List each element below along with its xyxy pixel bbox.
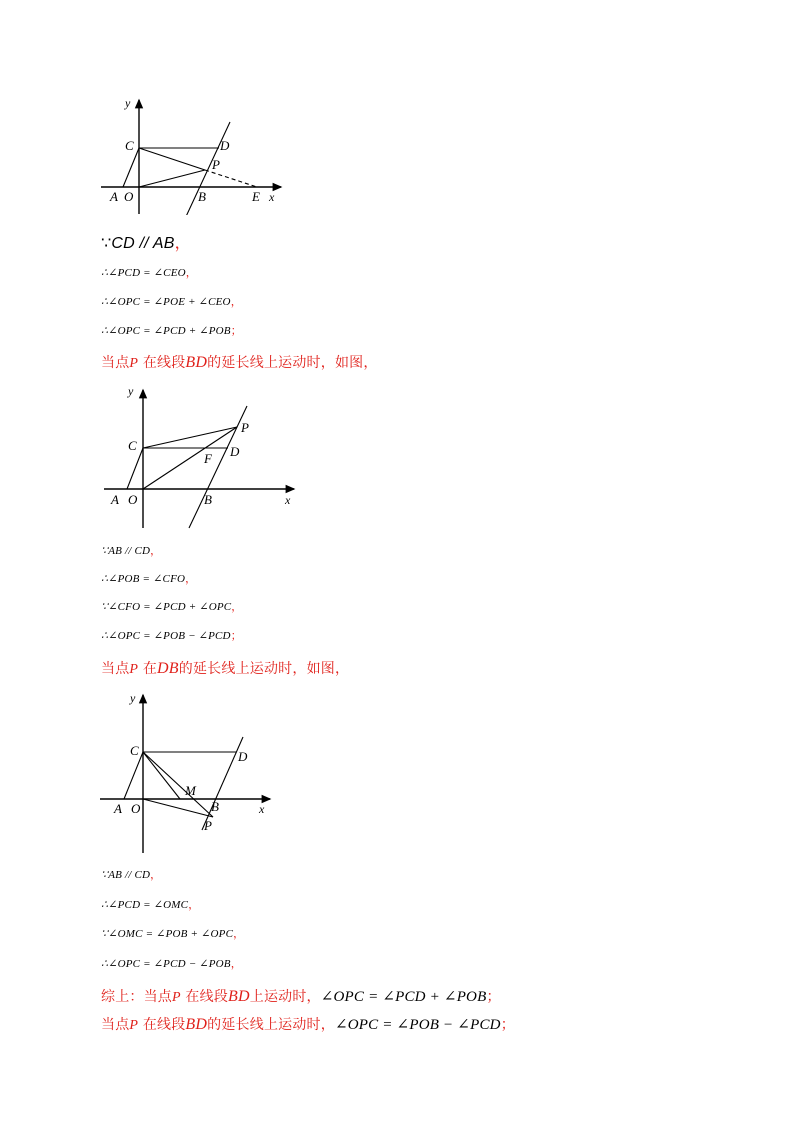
- label-o: O: [128, 492, 138, 507]
- label-y: y: [125, 96, 131, 110]
- label-x: x: [269, 190, 275, 204]
- segment-pe-dashed: [205, 170, 257, 187]
- part2-line2: ∴∠POB = ∠CFO，: [101, 573, 197, 585]
- label-c: C: [130, 743, 139, 758]
- label-d: D: [238, 749, 248, 764]
- segment-cp: [143, 427, 237, 448]
- segment-ac: [127, 448, 143, 489]
- label-c: C: [128, 438, 137, 453]
- label-p: P: [241, 420, 249, 435]
- part1-line4: ∴∠OPC = ∠PCD + ∠POB；: [101, 325, 242, 337]
- segment-op: [139, 170, 205, 187]
- part1-line3: ∴∠OPC = ∠POE + ∠CEO，: [101, 296, 242, 308]
- label-f: F: [204, 451, 212, 466]
- part3-line1: ∵AB // CD，: [101, 869, 162, 881]
- label-b: B: [204, 492, 212, 507]
- case2-heading: 当点P 在线段BD的延长线上运动时，如图，: [101, 354, 378, 371]
- label-o: O: [131, 801, 141, 816]
- label-y: y: [130, 691, 136, 705]
- label-y: y: [128, 384, 134, 398]
- part3-line4: ∴∠OPC = ∠PCD − ∠POB，: [101, 958, 242, 970]
- label-d: D: [220, 138, 230, 153]
- label-b: B: [211, 799, 219, 814]
- figure-2: [100, 378, 300, 533]
- figure-1: [95, 90, 295, 215]
- label-c: C: [125, 138, 134, 153]
- label-x: x: [259, 802, 265, 816]
- segment-op: [143, 427, 237, 489]
- part1-line2: ∴∠PCD = ∠CEO，: [101, 267, 197, 279]
- summary-line-2: 当点P 在线段BD的延长线上运动时，∠OPC = ∠POB − ∠PCD；: [101, 1016, 515, 1033]
- part3-line2: ∴∠PCD = ∠OMC，: [101, 899, 200, 911]
- summary-line-1: 综上：当点P 在线段BD上运动时，∠OPC = ∠PCD + ∠POB；: [101, 988, 501, 1005]
- label-a: A: [110, 189, 118, 204]
- label-p: P: [204, 818, 212, 833]
- label-a: A: [114, 801, 122, 816]
- label-a: A: [111, 492, 119, 507]
- label-e: E: [252, 189, 260, 204]
- part1-line1: ∵CD // AB，: [101, 235, 191, 252]
- segment-ac: [124, 752, 143, 799]
- segment-cp: [143, 752, 213, 817]
- line-bp: [189, 406, 247, 528]
- segment-cm: [143, 752, 180, 799]
- line-bd: [183, 122, 230, 215]
- label-p: P: [212, 157, 220, 172]
- part2-line3: ∵∠CFO = ∠PCD + ∠OPC，: [101, 601, 243, 613]
- part2-line1: ∵AB // CD，: [101, 545, 162, 557]
- figure-3: [98, 685, 288, 855]
- segment-ac: [123, 148, 139, 187]
- part2-line4: ∴∠OPC = ∠POB − ∠PCD；: [101, 630, 242, 642]
- part3-line3: ∵∠OMC = ∠POB + ∠OPC，: [101, 928, 245, 940]
- label-o: O: [124, 189, 134, 204]
- label-d: D: [230, 444, 240, 459]
- case3-heading: 当点P 在DB的延长线上运动时，如图，: [101, 660, 350, 677]
- label-b: B: [198, 189, 206, 204]
- label-m: M: [185, 783, 196, 798]
- label-x: x: [285, 493, 291, 507]
- segment-cp: [139, 148, 205, 170]
